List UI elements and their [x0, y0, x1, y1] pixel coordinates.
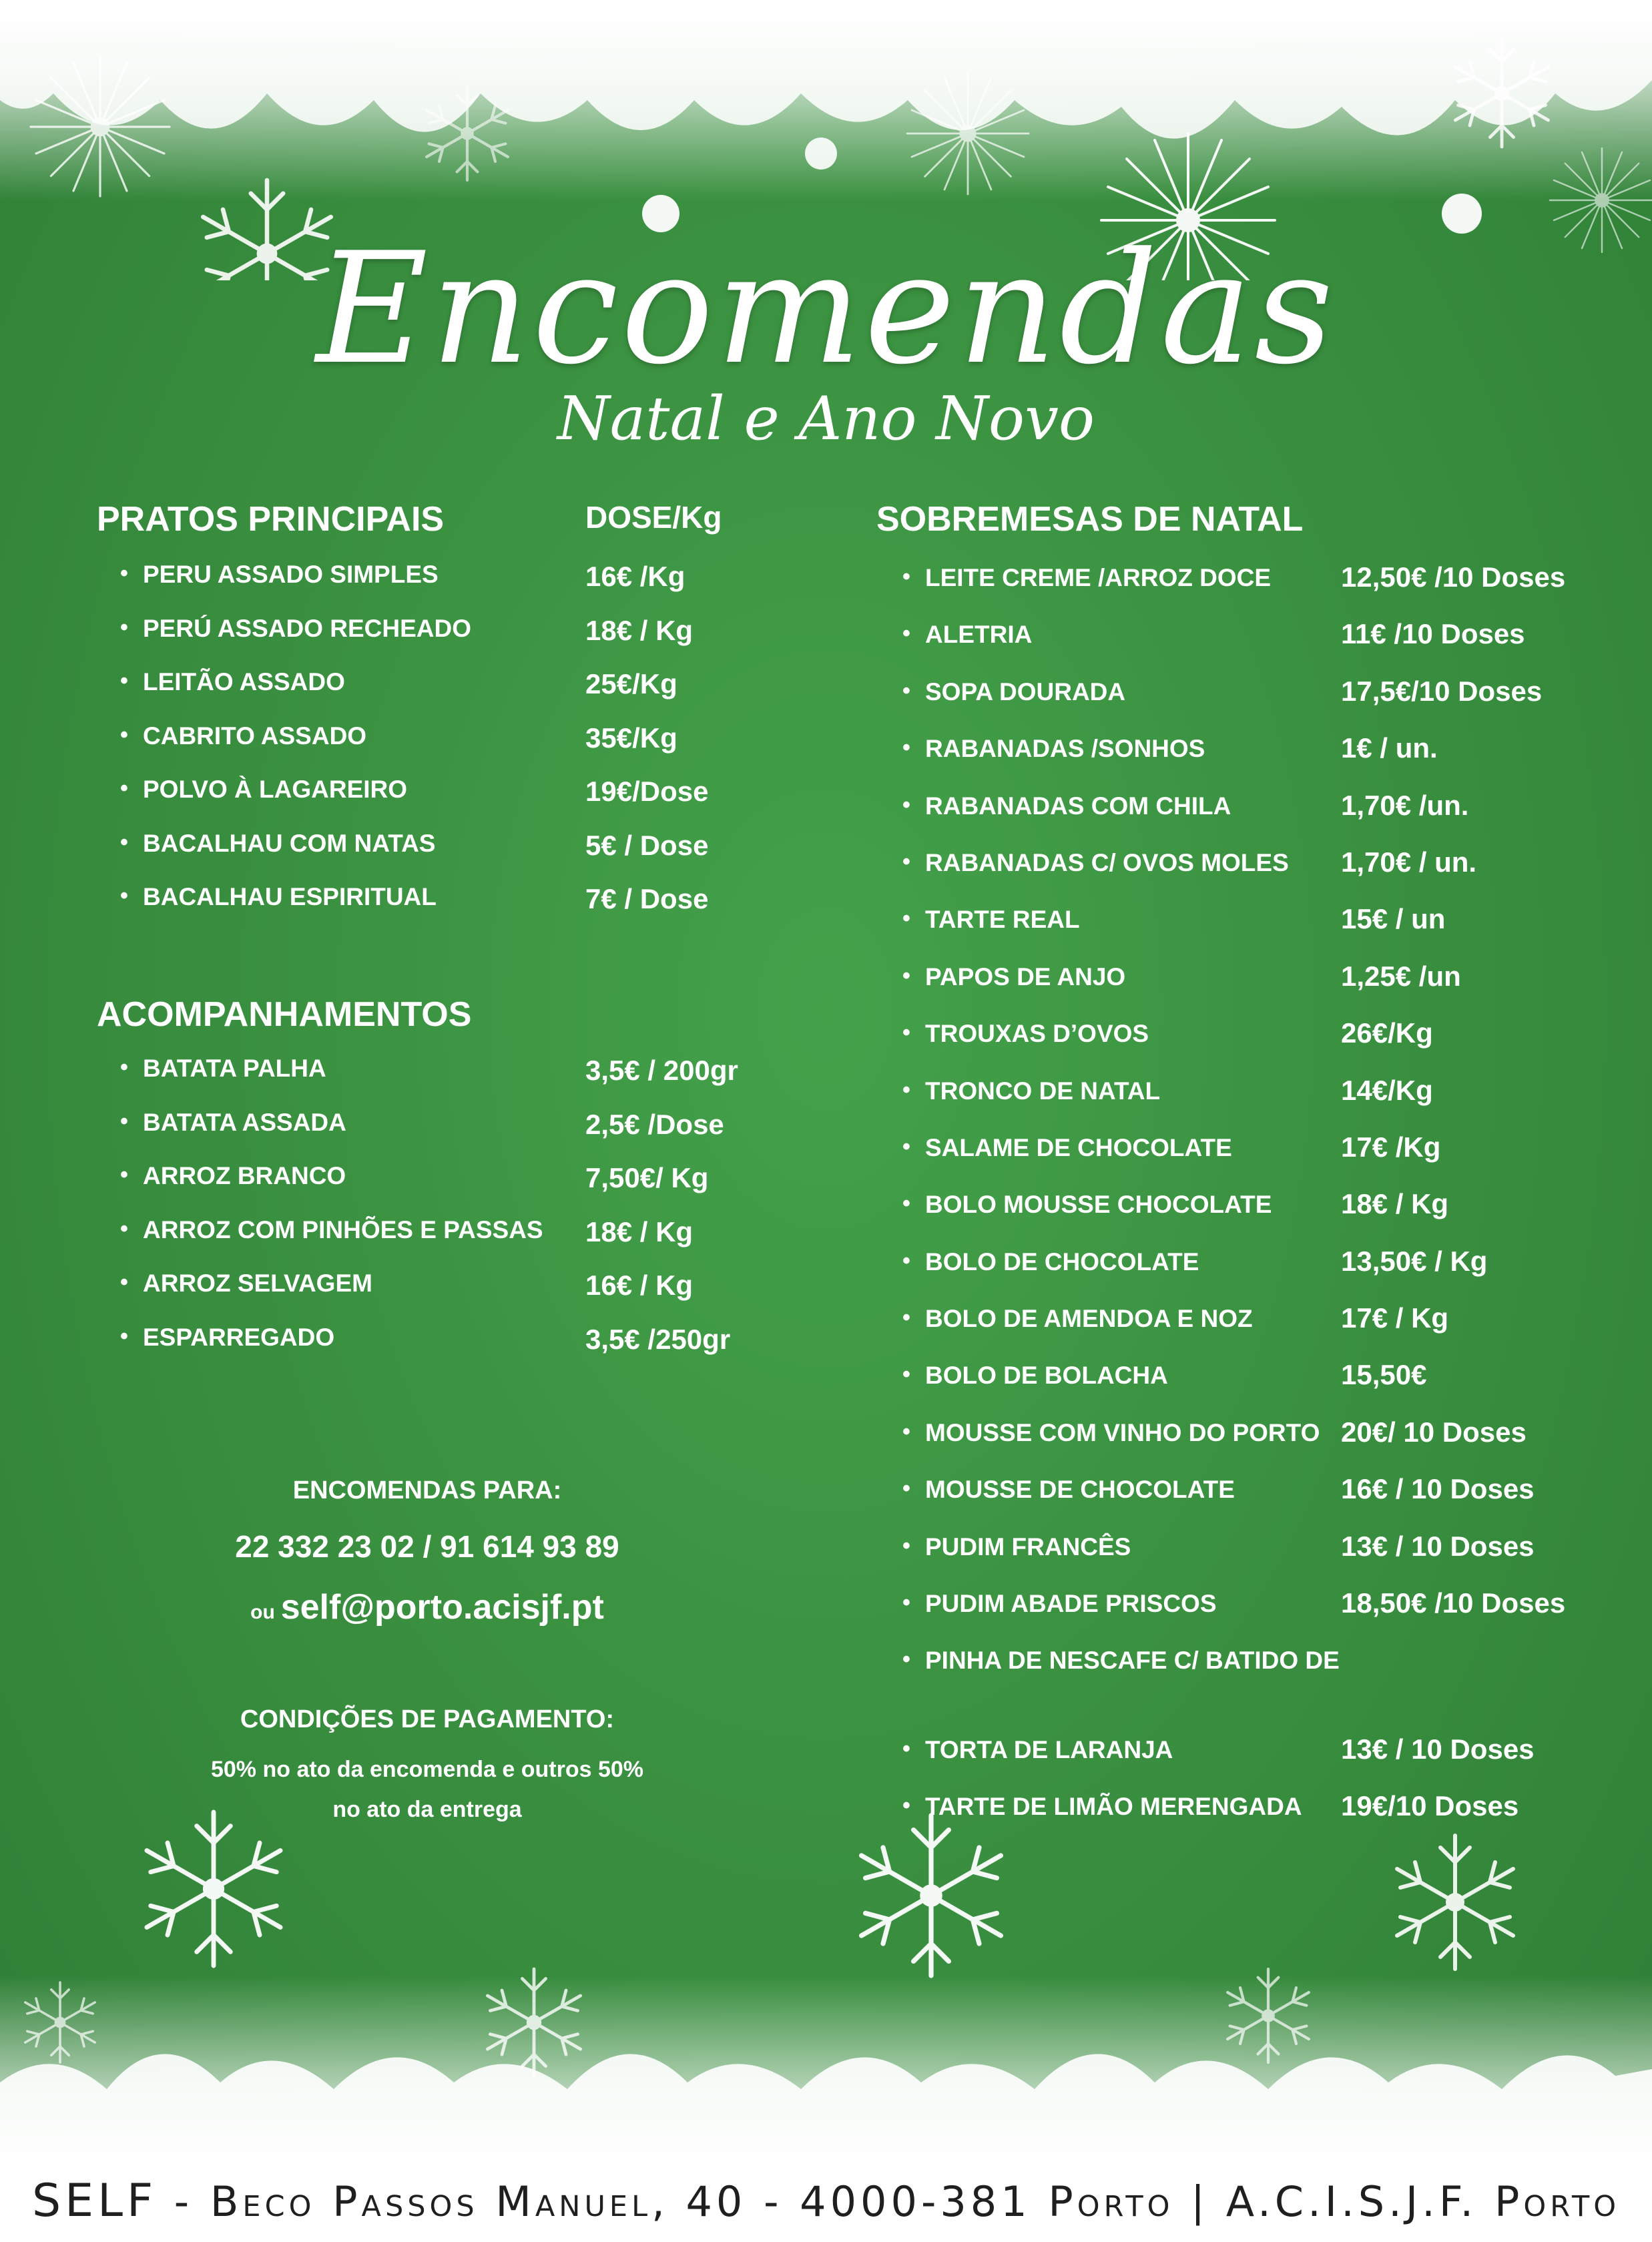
sobremesas-list — [902, 561, 1637, 1850]
list-item: • ARROZ SELVAGEM 16€ / Kg — [120, 1270, 694, 1301]
list-item: • LEITÃO ASSADO 25€/Kg — [120, 668, 677, 699]
list-item: • ESPARREGADO 3,5€ /250gr — [120, 1323, 731, 1355]
list-item: • BOLO MOUSSE CHOCOLATE 18€ / Kg — [902, 1188, 1449, 1220]
list-item: • CABRITO ASSADO 35€/Kg — [120, 722, 677, 754]
acompanhamentos-heading: ACOMPANHAMENTOS — [97, 995, 472, 1034]
list-item: • SALAME DE CHOCOLATE 17€ /Kg — [902, 1131, 1441, 1163]
list-item: • PUDIM ABADE PRISCOS 18,50€ /10 Doses — [902, 1587, 1566, 1619]
list-item: • ARROZ BRANCO 7,50€/ Kg — [120, 1162, 709, 1193]
list-item: • MOUSSE COM VINHO DO PORTO 20€/ 10 Doses — [902, 1416, 1527, 1448]
list-item: • TRONCO DE NATAL 14€/Kg — [902, 1074, 1433, 1106]
list-item: • RABANADAS COM CHILA 1,70€ /un. — [902, 789, 1469, 821]
contact-email-line — [0, 1587, 854, 1627]
list-item: • RABANADAS /SONHOS 1€ / un. — [902, 732, 1438, 764]
sobremesas-heading: SOBREMESAS DE NATAL — [876, 500, 1304, 539]
list-item: • BOLO DE BOLACHA 15,50€ — [902, 1359, 1427, 1391]
list-item: • TORTA DE LARANJA 13€ / 10 Doses — [902, 1733, 1535, 1765]
contact-heading: ENCOMENDAS PARA: — [292, 1476, 562, 1504]
list-item: • RABANADAS C/ OVOS MOLES 1,70€ / un. — [902, 846, 1477, 878]
main-title: Encomendas — [316, 220, 1336, 398]
dose-kg-column-header: DOSE/Kg — [585, 500, 722, 535]
footer-lead: SELF — [31, 2175, 158, 2227]
list-item: • PAPOS DE ANJO 1,25€ /un — [902, 960, 1461, 992]
list-item: • ARROZ COM PINHÕES E PASSAS 18€ / Kg — [120, 1215, 694, 1247]
email-prefix: ou — [250, 1601, 275, 1623]
contact-email[interactable]: self@porto.acisjf.pt — [280, 1588, 604, 1627]
list-item: • MOUSSE DE CHOCOLATE 16€ / 10 Doses — [902, 1473, 1535, 1505]
footer-text: - Beco Passos Manuel, 40 - 4000-381 Porto | A.C.I.S.J.F. Porto — [157, 2177, 1621, 2226]
list-item: • PERÚ ASSADO RECHEADO 18€ / Kg — [120, 614, 694, 646]
pratos-principais-heading: PRATOS PRINCIPAIS — [97, 500, 445, 539]
list-item: • PUDIM FRANCÊS 13€ / 10 Doses — [902, 1530, 1535, 1562]
payment-line-2: no ato da entrega — [332, 1797, 522, 1822]
list-item: • BOLO DE CHOCOLATE 13,50€ / Kg — [902, 1245, 1488, 1277]
list-item: • TARTE DE LIMÃO MERENGADA 19€/10 Doses — [902, 1790, 1519, 1822]
list-item: • PERU ASSADO SIMPLES 16€ /Kg — [120, 561, 685, 592]
list-item: • TARTE REAL 15€ / un — [902, 903, 1446, 935]
list-item: • BATATA ASSADA 2,5€ /Dose — [120, 1108, 724, 1140]
list-item: • LEITE CREME /ARROZ DOCE 12,50€ /10 Doses — [902, 561, 1566, 593]
list-item: • ALETRIA 11€ /10 Doses — [902, 618, 1525, 650]
acompanhamentos-list — [120, 1055, 788, 1377]
sub-title: Natal e Ano Novo — [557, 384, 1095, 454]
payment-heading: CONDIÇÕES DE PAGAMENTO: — [240, 1705, 615, 1733]
list-item: • TROUXAS D’OVOS 26€/Kg — [902, 1017, 1433, 1049]
list-item: • SOPA DOURADA 17,5€/10 Doses — [902, 675, 1543, 707]
footer-address — [0, 2175, 1652, 2227]
frost-bottom-decoration — [0, 1802, 1652, 2189]
pratos-principais-list — [120, 561, 788, 937]
payment-line-1: 50% no ato da encomenda e outros 50% — [210, 1757, 644, 1782]
list-item: • PINHA DE NESCAFE C/ BATIDO DE — [902, 1647, 1340, 1675]
list-item: • BATATA PALHA 3,5€ / 200gr — [120, 1055, 738, 1086]
list-item: • POLVO À LAGAREIRO 19€/Dose — [120, 776, 709, 807]
list-item: • BACALHAU COM NATAS 5€ / Dose — [120, 829, 709, 861]
contact-phones: 22 332 23 02 / 91 614 93 89 — [235, 1529, 619, 1564]
list-item: • BOLO DE AMENDOA E NOZ 17€ / Kg — [902, 1302, 1449, 1334]
list-item: • BACALHAU ESPIRITUAL 7€ / Dose — [120, 883, 709, 914]
